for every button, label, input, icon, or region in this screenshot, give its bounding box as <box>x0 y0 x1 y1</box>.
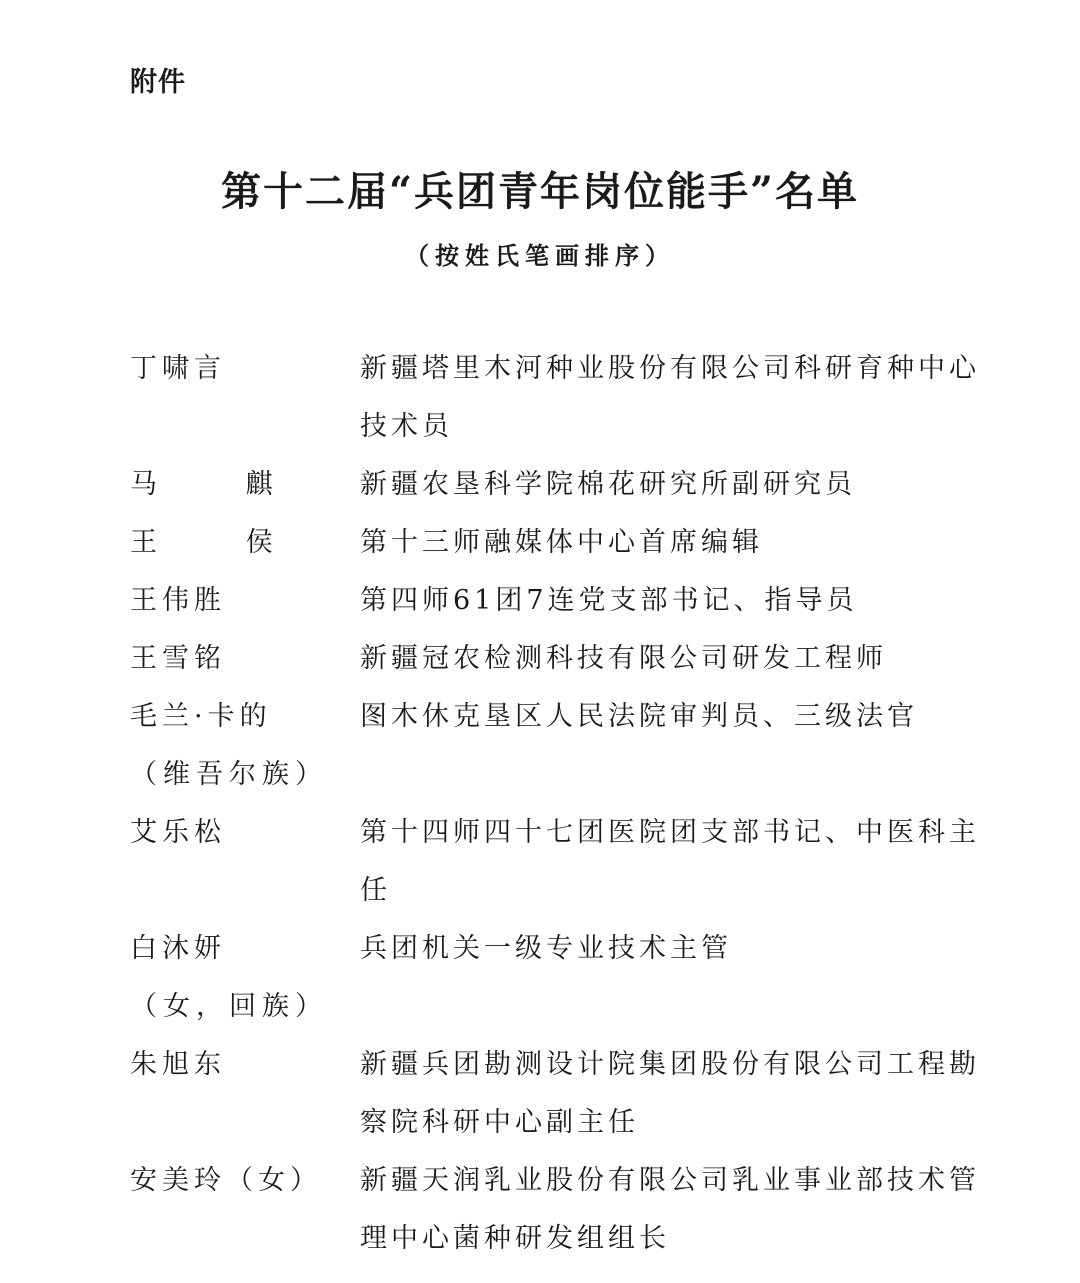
honoree-org: 图木休克垦区人民法院审判员、三级法官 <box>360 701 918 732</box>
honoree-org: 新疆塔里木河种业股份有限公司科研育种中心 <box>360 353 980 384</box>
honoree-name: 王伟胜 <box>130 585 226 616</box>
honoree-name: 白沐妍 <box>130 933 226 964</box>
list-item <box>130 340 980 398</box>
list-item-continuation <box>130 862 960 920</box>
honoree-name: 毛兰·卡的 <box>130 701 272 732</box>
honoree-org: 新疆农垦科学院棉花研究所副研究员 <box>360 469 856 500</box>
list-item <box>130 1036 980 1094</box>
honoree-org: 察院科研中心副主任 <box>360 1107 639 1138</box>
list-item-continuation <box>130 978 960 1036</box>
honoree-org: 第四师61团7连党支部书记、指导员 <box>360 585 858 616</box>
honoree-name: 王 侯 <box>130 527 313 558</box>
list-item-continuation <box>130 1210 960 1268</box>
attachment-label: 附件 <box>130 67 186 98</box>
document-subtitle: （按姓氏笔画排序） <box>405 242 675 270</box>
honoree-org: 新疆天润乳业股份有限公司乳业事业部技术管 <box>360 1165 980 1196</box>
honoree-name: 丁啸言 <box>130 353 226 384</box>
list-item <box>130 514 960 572</box>
honoree-org: 第十四师四十七团医院团支部书记、中医科主 <box>360 817 980 848</box>
honoree-name: 王雪铭 <box>130 643 226 674</box>
list-item <box>130 804 980 862</box>
honoree-name: 安美玲（女） <box>130 1165 322 1196</box>
honoree-note: （女，回族） <box>130 991 328 1022</box>
honoree-name: 朱旭东 <box>130 1049 226 1080</box>
honoree-org: 任 <box>360 875 391 906</box>
list-item-continuation <box>130 1094 960 1152</box>
list-item <box>130 1152 980 1210</box>
list-item <box>130 920 960 978</box>
list-item <box>130 688 960 746</box>
honoree-note: （维吾尔族） <box>130 759 328 790</box>
list-item <box>130 456 960 514</box>
honoree-org: 新疆冠农检测科技有限公司研发工程师 <box>360 643 887 674</box>
list-item-continuation <box>130 398 960 456</box>
list-item <box>130 572 960 630</box>
honoree-org: 新疆兵团勘测设计院集团股份有限公司工程勘 <box>360 1049 980 1080</box>
honoree-name: 艾乐松 <box>130 817 226 848</box>
list-item-continuation <box>130 746 960 804</box>
list-item <box>130 630 960 688</box>
honoree-name: 马 麒 <box>130 469 313 500</box>
honoree-org: 理中心菌种研发组组长 <box>360 1223 670 1254</box>
honoree-org: 兵团机关一级专业技术主管 <box>360 933 732 964</box>
honoree-org: 技术员 <box>360 411 453 442</box>
document-title: 第十二届“兵团青年岗位能手”名单 <box>220 168 859 215</box>
honoree-list <box>130 340 980 1268</box>
honoree-org: 第十三师融媒体中心首席编辑 <box>360 527 763 558</box>
